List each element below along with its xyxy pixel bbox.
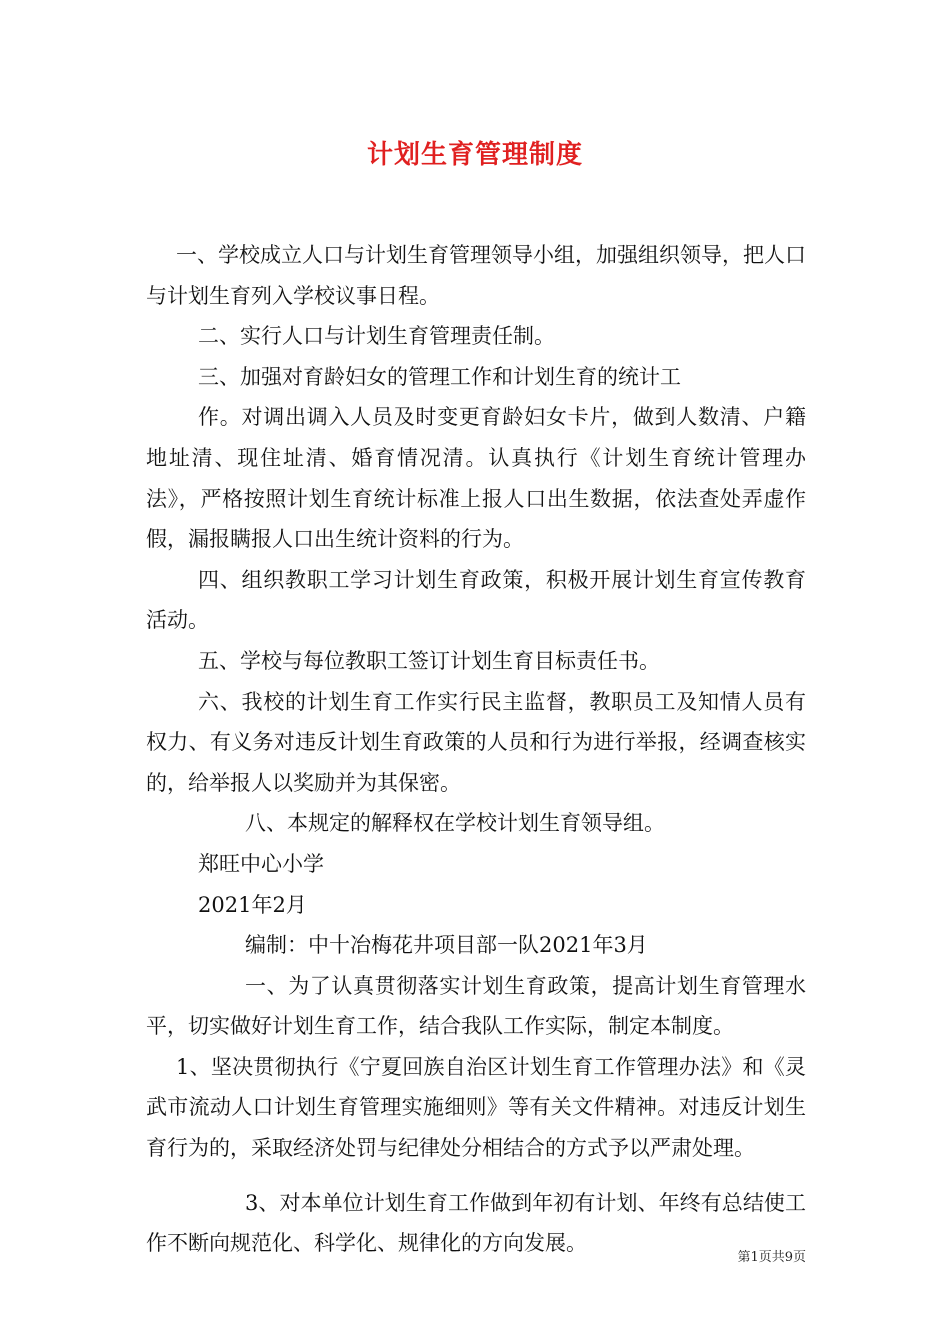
page-number: 第1页共9页 bbox=[737, 1250, 806, 1265]
paragraph-8: 八、本规定的解释权在学校计划生育领导组。 bbox=[245, 811, 665, 836]
paragraph-4: 四、组织教职工学习计划生育政策，积极开展计划生育宣传教育活动。 bbox=[146, 567, 806, 633]
editor-line: 编制：中十冶梅花井项目部一队2021年3月 bbox=[245, 933, 648, 958]
paragraph-3-heading: 三、加强对育龄妇女的管理工作和计划生育的统计工 bbox=[198, 364, 681, 389]
paragraph-5: 五、学校与每位教职工签订计划生育目标责任书。 bbox=[198, 648, 660, 673]
paragraph-1: 一、学校成立人口与计划生育管理领导小组，加强组织领导，把人口与计划生育列入学校议事日程。 bbox=[146, 243, 806, 308]
paragraph-6: 六、我校的计划生育工作实行民主监督，教职员工及知情人员有权力、有义务对违反计划生育政策的人员和行为进行举报，经调查核实的，给举报人以奖励并为其保密。 bbox=[146, 689, 806, 795]
paragraph-2: 二、实行人口与计划生育管理责任制。 bbox=[198, 324, 555, 349]
document-body bbox=[146, 235, 806, 1264]
section-2-paragraph-1: 一、为了认真贯彻落实计划生育政策，提高计划生育管理水平，切实做好计划生育工作，结合我队工作实际，制定本制度。 bbox=[146, 973, 806, 1039]
paragraph-3-body: 作。对调出调入人员及时变更育龄妇女卡片，做到人数清、户籍地址清、现住址清、婚育情况清。认真执行《计划生育统计管理办法》，严格按照计划生育统计标准上报人口出生数据，依法查处弄虚作假，漏报瞒报人口出生统计资料的行为。 bbox=[146, 405, 806, 552]
section-2-paragraph-2: 1、坚决贯彻执行《宁夏回族自治区计划生育工作管理办法》和《灵武市流动人口计划生育管理实施细则》等有关文件精神。对违反计划生育行为的，采取经济处罚与纪律处分相结合的方式予以严肃处理。 bbox=[146, 1054, 806, 1161]
document-title: 计划生育管理制度 bbox=[366, 140, 583, 170]
section-2-paragraph-3: 3、对本单位计划生育工作做到年初有计划、年终有总结使工作不断向规范化、科学化、规律化的方向发展。 bbox=[146, 1190, 806, 1256]
signature-date: 2021年2月 bbox=[198, 892, 307, 917]
signature-organization: 郑旺中心小学 bbox=[198, 851, 324, 876]
